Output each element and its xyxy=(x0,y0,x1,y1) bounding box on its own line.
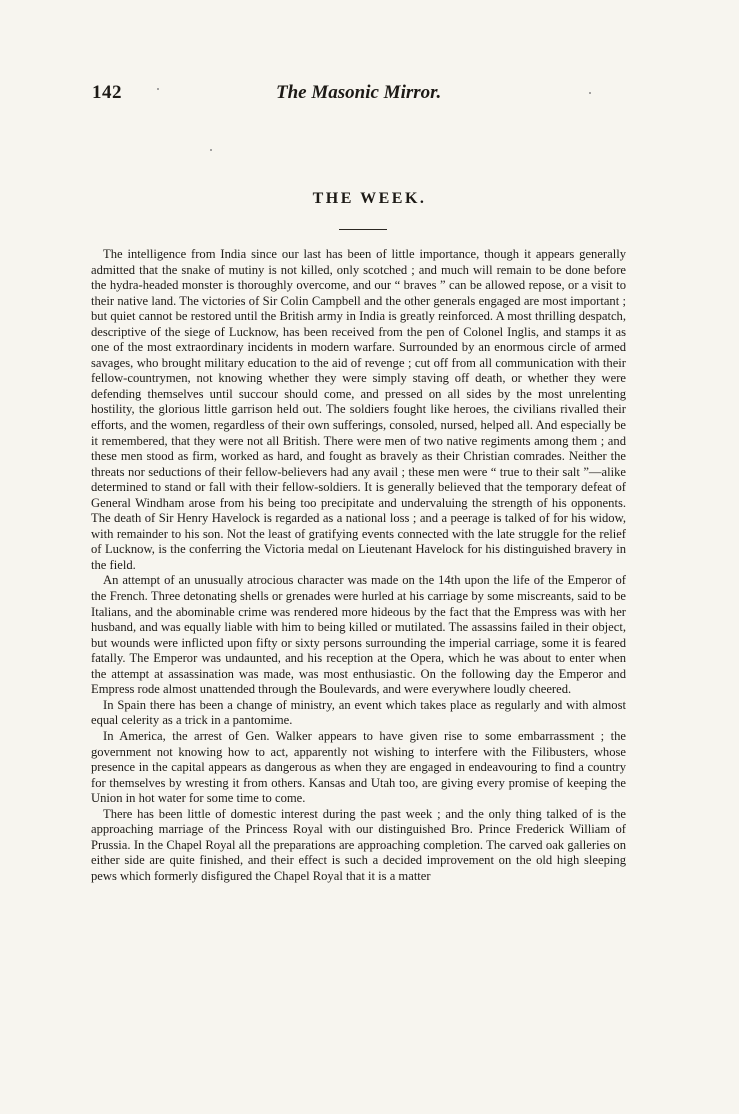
section-title: THE WEEK. xyxy=(312,190,427,207)
paragraph-domestic: There has been little of domestic interest during the past week ; and the only thing talked of is the approaching marriage of the Princess Royal with our distinguished Bro. Prince Frederick William of Prussia. In the Chapel Royal all the preparations are approaching completion. The carved oak galleries on either side are quite finished, and their effect is such a decided improvement on the old high sleeping pews which formerly disfigured the Chapel Royal that it is a matter xyxy=(91,806,626,883)
print-speck xyxy=(589,92,591,94)
article-body xyxy=(91,247,626,884)
running-title: The Masonic Mirror. xyxy=(276,82,442,103)
paragraph-france: An attempt of an unusually atrocious character was made on the 14th upon the life of the Emperor of the French. Three detonating shells or grenades were hurled at his carriage by some miscreants, said to be Italians, and the abominable crime was rendered more hideous by the fact that the Empress was with her husband, and was equally liable with him to being killed or mutilated. The assassins failed in their object, but wounds were inflicted upon fifty or sixty persons surrounding the imperial carriage, some it is feared fatally. The Emperor was undaunted, and his reception at the Opera, which he was about to enter when the attempt at assassination was made, was most enthusiastic. On the following day the Emperor and Empress rode almost unattended through the Boulevards, and were everywhere loudly cheered. xyxy=(91,573,626,697)
paragraph-india: The intelligence from India since our last has been of little importance, though it appears generally admitted that the snake of mutiny is not killed, only scotched ; and much will remain to be done before the hydra-headed monster is thoroughly overcome, and our “ braves ” can be allowed repose, or a visit to their native land. The victories of Sir Colin Campbell and the other generals engaged are most important ; but quiet cannot be restored until the British army in India is greatly reinforced. A most thrilling despatch, descriptive of the siege of Lucknow, has been received from the pen of Colonel Inglis, and stamps it as one of the most extraordinary incidents in modern warfare. Surrounded by an enormous circle of armed savages, who brought military education to the aid of revenge ; cut off from all communication with their fellow-countrymen, not knowing whether they were simply staving off death, or whether they were defending themselves until succour should come, and pressed on all sides by the most unrelenting hostility, the glorious little garrison held out. The soldiers fought like heroes, the civilians rivalled their efforts, and the women, regardless of their own sufferings, consoled, nursed, helped all. And especially be it remembered, that they were not all British. There were men of two native regiments among them ; and these men stood as firm, worked as hard, and fought as bravely as their Christian comrades. Neither the threats nor seductions of their fellow-believers had any avail ; these men were “ true to their salt ”—alike determined to stand or fall with their fellow-soldiers. It is generally believed that the temporary defeat of General Windham arose from his being too precipitate and undervaluing the strength of his opponents. The death of Sir Henry Havelock is regarded as a national loss ; and a peerage is talked of for his widow, with remainder to his son. Not the least of gratifying events connected with the late struggle for the relief of Lucknow, is the conferring the Victoria medal on Lieutenant Havelock for his distinguished bravery in the field. xyxy=(91,247,626,572)
print-speck xyxy=(157,88,159,90)
title-rule xyxy=(339,229,387,230)
page-header xyxy=(92,82,622,108)
paragraph-spain: In Spain there has been a change of ministry, an event which takes place as regularly and with almost equal celerity as a trick in a pantomime. xyxy=(91,697,626,728)
print-speck xyxy=(210,149,212,151)
paragraph-america: In America, the arrest of Gen. Walker appears to have given rise to some embarrassment ; the government not knowing how to act, apparently not wishing to interfere with the Filibusters, whose presence in the capital appears as dangerous as when they are engaged in endeavouring to find a country for themselves by wresting it from others. Kansas and Utah too, are giving every promise of keeping the Union in hot water for some time to come. xyxy=(91,728,626,806)
page-number: 142 xyxy=(92,82,122,103)
